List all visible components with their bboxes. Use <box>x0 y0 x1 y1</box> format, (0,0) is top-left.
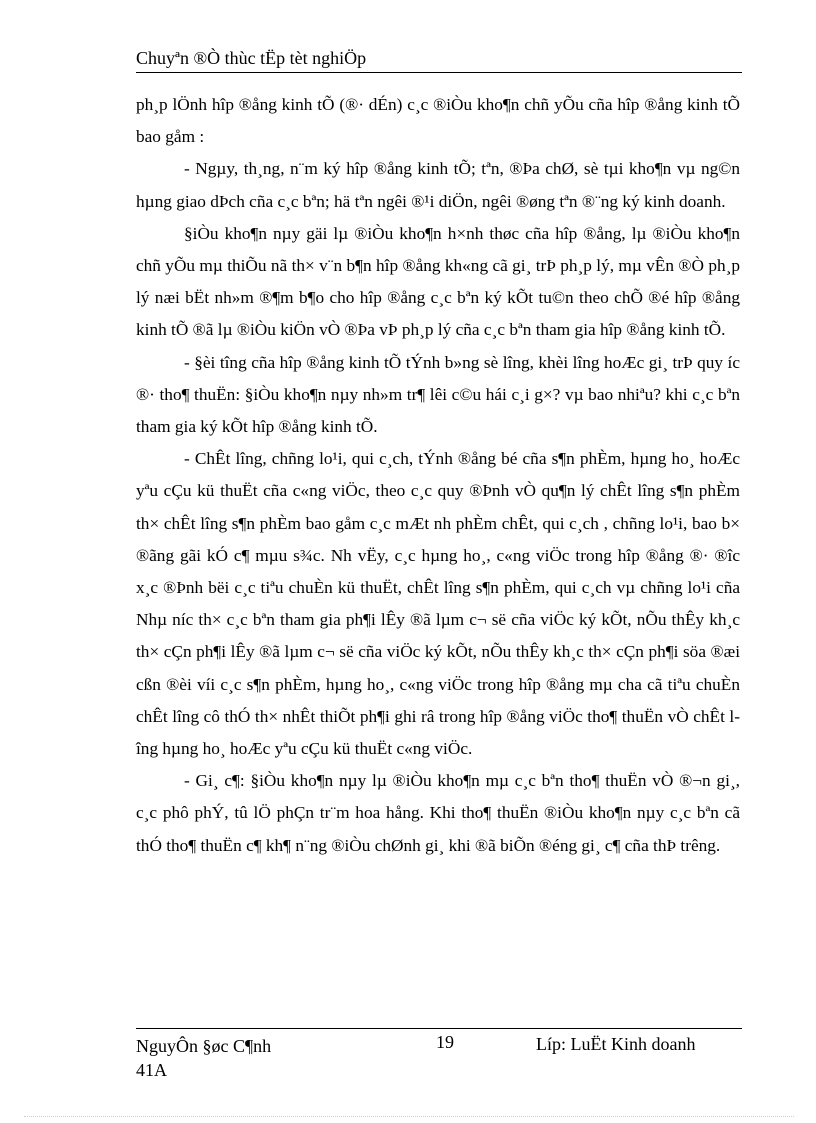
running-header: Chuyªn ®Ò thùc tËp tèt nghiÖp <box>136 48 367 68</box>
paragraph-4: - §èi tîng cña hîp ®ång kinh tÕ tÝnh b»ng sè lîng, khèi lîng hoÆc gi¸ trÞ quy íc ®· tho¶ thuËn: §iÒu kho¶n nµy nh»m tr¶ lêi c©u hái c¸i g×? vµ bao nhiªu? khi c¸c bªn tham gia ký kÕt hîp ®ång kinh tÕ. <box>136 352 740 437</box>
footer-class-code: 41A <box>136 1060 167 1080</box>
paragraph-1: ph¸p lÖnh hîp ®ång kinh tÕ (®· dÉn) c¸c ®iÒu kho¶n chñ yÕu cña hîp ®ång kinh tÕ bao gåm : <box>136 95 740 147</box>
paragraph-3: §iÒu kho¶n nµy gäi lµ ®iÒu kho¶n h×nh thøc cña hîp ®ång, lµ ®iÒu kho¶n chñ yÕu mµ thiÕu nã th× v¨n b¶n hîp ®ång kh«ng cã gi¸ trÞ ph¸p lý, mµ vÊn ®Ò ph¸p lý næi bËt nh»m ®¶m b¶o cho hîp ®ång c¸c bªn ký kÕt tu©n theo chÕ ®é hîp ®ång kinh tÕ ®ã lµ ®iÒu kiÖn vÒ ®Þa vÞ ph¸p lý cña c¸c bªn tham gia hîp ®ång kinh tÕ. <box>136 223 740 340</box>
footer-author-block <box>136 1034 271 1082</box>
paragraph-6: - Gi¸ c¶: §iÒu kho¶n nµy lµ ®iÒu kho¶n mµ c¸c bªn tho¶ thuËn vÒ ®¬n gi¸, c¸c phô phÝ, tû lÖ phÇn tr¨m hoa hång. Khi tho¶ thuËn ®iÒu kho¶n nµy c¸c bªn cã thÓ tho¶ thuËn c¶ kh¶ n¨ng ®iÒu chØnh gi¸ khi ®ã biÕn ®éng gi¸ c¶ cña thÞ trêng. <box>136 771 740 855</box>
paragraph-2: - Ngµy, th¸ng, n¨m ký hîp ®ång kinh tÕ; tªn, ®Þa chØ, sè tµi kho¶n vµ ng©n hµng giao dÞch cña c¸c bªn; hä tªn ngêi ®¹i diÖn, ngêi ®øng tªn ®¨ng ký kinh doanh. <box>136 159 740 211</box>
header-divider <box>136 72 742 73</box>
footer-author: NguyÔn §øc C¶nh <box>136 1036 272 1056</box>
body-text <box>136 89 740 862</box>
footer-class-label: Líp: LuËt Kinh doanh <box>536 1034 696 1054</box>
page-bottom-dotted-line <box>24 1116 794 1117</box>
footer-divider <box>136 1028 742 1029</box>
paragraph-5: - ChÊt lîng, chñng lo¹i, qui c¸ch, tÝnh ®ång bé cña s¶n phÈm, hµng ho¸ hoÆc yªu cÇu kü thuËt cña c«ng viÖc, theo c¸c quy ®Þnh vÒ qu¶n lý chÊt lîng s¶n phÈm th× chÊt lîng s¶n phÈm bao gåm c¸c mÆt nh phÈm chÊt, qui c¸ch , chñng lo¹i, bao b× ®ãng gãi kÓ c¶ mµu s¾c. Nh vËy, c¸c hµng ho¸, c«ng viÖc trong hîp ®ång ®· ®îc x¸c ®Þnh bëi c¸c tiªu chuÈn kü thuËt, chÊt lîng s¶n phÈm, qui c¸ch vµ chñng lo¹i cña Nhµ níc th× c¸c bªn tham gia ph¶i lÊy ®ã lµm c¬ së cña viÖc ký kÕt, nÕu thÊy kh¸c th× cÇn ph¶i lÊy ®ã lµm c¬ së cña viÖc ký kÕt, nÕu thÊy kh¸c th× cÇn ph¶i söa ®æi cßn ®èi víi c¸c s¶n phÈm, hµng ho¸, c«ng viÖc trong hîp ®ång mµ cha cã tiªu chuÈn chÊt lîng cô thÓ th× nhÊt thiÕt ph¶i ghi râ trong hîp ®ång viÖc tho¶ thuËn vÒ chÊt lîng hµng ho¸ hoÆc yªu cÇu kü thuËt c«ng viÖc. <box>136 449 740 759</box>
page-number: 19 <box>436 1032 454 1052</box>
